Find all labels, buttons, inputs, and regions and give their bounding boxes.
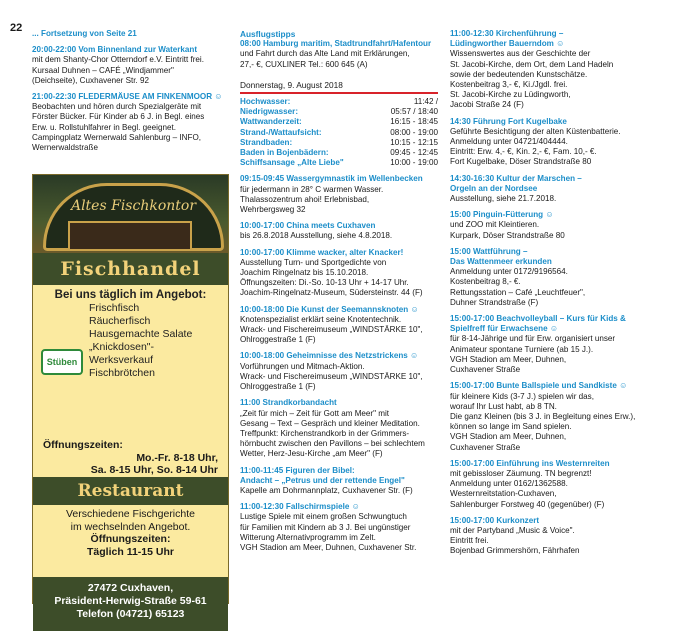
ausflug-event [240, 39, 438, 70]
event-title: 11:00 Strandkorbandacht [240, 398, 337, 408]
col1-event-list [32, 45, 228, 153]
event-title: 21:00-22:30 FLEDERMÄUSE AM FINKENMOOR ☺ [32, 92, 223, 102]
fischkontor-ad [32, 174, 229, 620]
offer-item: Hausgemachte Salate [89, 328, 193, 340]
ad-address [33, 577, 228, 631]
tide-table [240, 97, 438, 168]
event-title: 11:00-11:45 Figuren der Bibel: [240, 465, 355, 475]
tide-row [240, 117, 438, 127]
event-title: 14:30-16:30 Kultur der Marschen – [450, 173, 582, 183]
event-title: 14:30 Führung Fort Kugelbake [450, 116, 567, 126]
event-detail-line: hörnbucht zwischen den Pavillons – bei schlechtem [240, 439, 425, 449]
event-title: 10:00-18:00 Die Kunst der Seemannsknoten ☺ [240, 304, 419, 314]
event-detail-line: Treffpunkt: Kirchenstrandkorb in der Grimmers- [240, 428, 410, 438]
event-detail-line: Duhner Strandstraße (F) [450, 297, 539, 307]
hours-weekday: Mo.-Fr. 8-18 Uhr, [136, 451, 218, 464]
offer-item: „Knickdosen"- [89, 341, 155, 353]
stueben-logo: Stüben [41, 349, 83, 375]
event-detail-line: Joachim-Ringelnatz-Museum, Südersteinstr. 44 (F) [240, 288, 423, 298]
tide-value: 09:45 - 12:45 [390, 148, 438, 158]
event-entry [450, 459, 662, 510]
tide-row [240, 107, 438, 117]
event-detail-line: Bojenbad Grimmershörn, Fährhafen [450, 546, 580, 556]
tide-label: Schiffsansage „Alte Liebe" [240, 158, 344, 168]
address-street: Präsident-Herwig-Straße 59-61 [54, 595, 207, 607]
ad-band-restaurant: Restaurant [33, 477, 228, 505]
tide-value: 10:15 - 12:15 [390, 137, 438, 147]
event-detail-line: mit dem Shanty-Chor Otterndorf e.V. Eintritt frei. [32, 55, 204, 65]
continued-note [32, 29, 228, 39]
event-entry [240, 351, 438, 392]
restaurant-hours-title: Öffnungszeiten: [90, 533, 171, 545]
event-detail-line: Eintritt: Erw. 4,- €, Kin. 2,- €, Fam. 10,- €. [450, 147, 597, 157]
hours-title: Öffnungszeiten: [43, 439, 123, 451]
tide-label: Baden in Bojenbädern: [240, 148, 329, 158]
tide-row [240, 138, 438, 148]
tide-row [240, 97, 438, 107]
restaurant-line-2: im wechselnden Angebot. [70, 520, 191, 533]
event-detail-line: Kapelle am Dohrmannplatz, Cuxhavener Str. (F) [240, 485, 413, 495]
event-entry [240, 248, 438, 299]
event-detail-line: Thalassozentrum ahoi! Erlebnisbad, [240, 194, 370, 204]
event-detail-line: Kursaal Duhnen – CAFÉ „Windjammer" [32, 65, 174, 75]
event-detail-line: Öffnungszeiten: Di.-So. 10-13 Uhr + 14-17 Uhr. [240, 278, 409, 288]
tide-label: Hochwasser: [240, 97, 291, 107]
tide-label: Niedrigwasser: [240, 107, 299, 117]
offer-item: Werksverkauf [89, 354, 153, 366]
event-detail-line: St. Jacobi-Kirche zu Lüdingworth, [450, 90, 571, 100]
event-title: 15:00-17:00 Kurkonzert [450, 515, 540, 525]
event-title: 10:00-17:00 Klimme wacker, alter Knacker! [240, 247, 404, 257]
tide-label: Wattwanderzeit: [240, 117, 302, 127]
event-detail-line: Eintritt frei. [450, 536, 489, 546]
restaurant-info [33, 505, 228, 577]
event-subtitle: Andacht – „Petrus und der rettende Engel" [240, 475, 405, 485]
col3-event-list [450, 29, 662, 557]
event-title: 11:00-12:30 Kirchenführung – [450, 29, 564, 38]
column-2 [240, 29, 438, 559]
shop-sign: Altes Fischkontor [43, 183, 224, 251]
date-heading: Donnerstag, 9. August 2018 [240, 80, 438, 94]
event-detail-line: Wehrbergsweg 32 [240, 205, 306, 215]
restaurant-hours: Täglich 11-15 Uhr [87, 545, 174, 558]
tide-value: 05:57 / 18:40 [390, 107, 438, 117]
offer-item: Fischbrötchen [89, 367, 155, 379]
event-detail-line: Die ganz Kleinen (bis 3 J. in Begleitung eines Erw.), [450, 411, 636, 421]
event-title: 10:00-18:00 Geheimnisse des Netzstrickens ☺ [240, 351, 419, 361]
page-number: 22 [10, 22, 23, 34]
tide-row [240, 148, 438, 158]
event-entry [32, 45, 228, 86]
event-title: 15:00 Pinguin-Fütterung ☺ [450, 210, 554, 220]
event-detail-line: Witterung Alternativprogramm im Zelt. [240, 532, 376, 542]
event-entry [450, 117, 662, 168]
event-detail-line: bis 26.8.2018 Ausstellung, siehe 4.8.2018. [240, 231, 393, 241]
ad-photo [33, 175, 228, 253]
ad-offer [33, 285, 228, 439]
event-detail-line: Wissenswertes aus der Geschichte der [450, 49, 591, 59]
event-title: 10:00-17:00 China meets Cuxhaven [240, 221, 376, 231]
event-title: 15:00 Wattführung – [450, 246, 528, 256]
ausflug-heading: 08:00 Hamburg maritim, Stadtrundfahrt/Hafentour [240, 39, 432, 49]
event-detail-line: für kleinere Kids (3-7 J.) spielen wir das, [450, 391, 594, 401]
event-detail-line: Beobachten und hören durch Spezialgeräte mit [32, 102, 202, 112]
event-detail-line: Vorführungen und Mitmach-Aktion. [240, 361, 365, 371]
event-detail-line: Kurpark, Döser Strandstraße 80 [450, 230, 565, 240]
event-detail-line: Fort Kugelbake, Döser Strandstraße 80 [450, 157, 592, 167]
event-entry [240, 502, 438, 553]
col2-event-list [240, 174, 438, 553]
event-detail-line: Wetter, Herz-Jesu-Kirche „am Meer" (F) [240, 449, 383, 459]
offer-title: Bei uns täglich im Angebot: [54, 289, 207, 301]
event-detail-line: St. Jacobi-Kirche, dem Ort, dem Land Hadeln [450, 59, 614, 69]
event-entry [240, 174, 438, 215]
event-detail-line: Ausstellung Turn- und Sportgedichte von [240, 257, 387, 267]
event-entry [32, 92, 228, 153]
event-title: 20:00-22:00 Vom Binnenland zur Waterkant [32, 45, 198, 55]
event-subtitle: Spielfreff für Erwachsene ☺ [450, 324, 559, 334]
event-detail-line: Anmeldung unter 04721/404444. [450, 137, 568, 147]
event-detail-line: Ohlroggestraße 1 (F) [240, 382, 316, 392]
event-detail-line: Sahlenburger Forstweg 40 (gegenüber) (F) [450, 499, 605, 509]
ad-band-fischhandel: Fischhandel [33, 253, 228, 285]
event-entry [450, 210, 662, 241]
ausflug-section-title: Ausflugstipps [240, 29, 296, 39]
event-title: 09:15-09:45 Wassergymnastik im Wellenbecken [240, 174, 423, 184]
tide-row [240, 158, 438, 168]
event-entry [240, 305, 438, 346]
event-detail-line: Animateur spontane Turniere (ab 15 J.). [450, 344, 594, 354]
tide-label: Strandbaden: [240, 137, 293, 147]
address-city: 27472 Cuxhaven, [87, 582, 174, 594]
event-entry [450, 247, 662, 308]
event-detail-line: VGH Stadion am Meer, Duhnen, Cuxhavener Str. [240, 542, 417, 552]
event-detail-line: für jedermann in 28° C warmen Wasser. [240, 184, 384, 194]
event-detail-line: Gesang – Text – Gespräch und kleiner Meditation. [240, 418, 420, 428]
ausflug-line: 27,- €, CUXLINER Tel.: 600 645 (A) [240, 59, 368, 69]
event-detail-line: Geführte Besichtigung der alten Küstenbatterie. [450, 126, 621, 136]
event-subtitle: Das Wattenmeer erkunden [450, 257, 552, 267]
offer-item: Räucherfisch [89, 315, 151, 327]
event-detail-line: Cuxhavener Straße [450, 442, 521, 452]
tide-value: 16:15 - 18:45 [390, 117, 438, 127]
event-detail-line: Kostenbeitrag 8,- €. [450, 277, 521, 287]
event-detail-line: (Deichseite), Cuxhavener Str. 92 [32, 75, 149, 85]
event-title: 15:00-17:00 Bunte Ballspiele und Sandkiste ☺ [450, 381, 628, 391]
event-entry [450, 516, 662, 557]
event-detail-line: sowie der bedeutenden Kunstschätze. [450, 69, 588, 79]
event-detail-line: Jacobi Straße 24 (F) [450, 100, 524, 110]
restaurant-line-1: Verschiedene Fischgerichte [66, 508, 195, 520]
event-detail-line: Anmeldung unter 0172/9196564. [450, 267, 568, 277]
continued-label: ... Fortsetzung von Seite 21 [32, 29, 137, 38]
hours-weekend: Sa. 8-15 Uhr, So. 8-14 Uhr [90, 464, 218, 476]
event-title: 11:00-12:30 Fallschirmspiele ☺ [240, 502, 360, 512]
event-detail-line: und ZOO mit Kleintieren. [450, 220, 540, 230]
column-3 [450, 29, 662, 563]
event-detail-line: Förster Bücker. Für Kinder ab 6 J. in Begl. eines [32, 112, 205, 122]
column-1 [32, 29, 228, 159]
tide-label: Strand-/Wattaufsicht: [240, 127, 322, 137]
event-detail-line: Wrack- und Fischereimuseum „WINDSTÄRKE 10", [240, 371, 423, 381]
event-subtitle: Orgeln an der Nordsee [450, 183, 538, 193]
offer-item: Frischfisch [89, 302, 140, 314]
event-entry [240, 398, 438, 459]
event-detail-line: Ausstellung, siehe 21.7.2018. [450, 194, 557, 204]
tide-row [240, 128, 438, 138]
event-detail-line: mit gebissloser Zäumung. TN begrenzt! [450, 468, 592, 478]
event-entry [450, 381, 662, 452]
event-entry [240, 466, 438, 497]
tide-value: 11:42 / [413, 97, 438, 107]
event-detail-line: Wrack- und Fischereimuseum „WINDSTÄRKE 10", [240, 325, 423, 335]
event-detail-line: Ohlroggestraße 1 (F) [240, 335, 316, 345]
shop-hours [33, 439, 228, 477]
event-detail-line: „Zeit für mich – Zeit für Gott am Meer" mit [240, 408, 390, 418]
event-detail-line: Kostenbeitrag 3,- €, Ki./Jgdl. frei. [450, 80, 568, 90]
event-entry [450, 314, 662, 375]
event-detail-line: Wernerwaldstraße [32, 143, 98, 153]
event-subtitle: Lüdingworther Bauerndom ☺ [450, 39, 565, 49]
event-detail-line: Rettungsstation – Café „Leuchtfeuer", [450, 287, 586, 297]
ausflug-line: und Fahrt durch das Alte Land mit Erklärungen, [240, 49, 410, 59]
event-detail-line: Erw. u. Rollstuhlfahrer in Begl. geeignet. [32, 122, 176, 132]
event-detail-line: für 8-14-Jährige und für Erw. organisiert unser [450, 334, 616, 344]
event-detail-line: für Familien mit Kindern ab 3 J. Bei ungünstiger [240, 522, 411, 532]
event-title: 15:00-17:00 Einführung ins Westernreiten [450, 458, 610, 468]
event-detail-line: mit der Partyband „Music & Voice". [450, 525, 575, 535]
shop-window [68, 221, 192, 251]
tide-value: 10:00 - 19:00 [390, 158, 438, 168]
event-detail-line: Campingplatz Wernerwald Sahlenburg – INFO, [32, 132, 202, 142]
event-detail-line: Westernreitstation-Cuxhaven, [450, 489, 557, 499]
event-detail-line: Joachim Ringelnatz bis 15.10.2018. [240, 268, 369, 278]
event-detail-line: Cuxhavener Straße [450, 365, 521, 375]
event-entry [450, 29, 662, 111]
event-detail-line: VGH Stadion am Meer, Duhnen, [450, 432, 567, 442]
event-detail-line: Knotenspezialist erklärt seine Knotentechnik. [240, 314, 402, 324]
tide-value: 08:00 - 19:00 [390, 127, 438, 137]
event-detail-line: VGH Stadion am Meer, Duhnen, [450, 354, 567, 364]
event-detail-line: können so lange im Sand spielen. [450, 422, 572, 432]
event-entry [240, 221, 438, 241]
address-phone: Telefon (04721) 65123 [76, 608, 185, 620]
event-detail-line: worauf Ihr Lust habt, ab 8 TN. [450, 401, 557, 411]
event-detail-line: Lustige Spiele mit einem großen Schwungtuch [240, 512, 407, 522]
event-detail-line: Anmeldung unter 0162/1362588. [450, 479, 568, 489]
event-entry [450, 174, 662, 205]
event-title: 15:00-17:00 Beachvolleyball – Kurs für Kids & [450, 314, 626, 324]
